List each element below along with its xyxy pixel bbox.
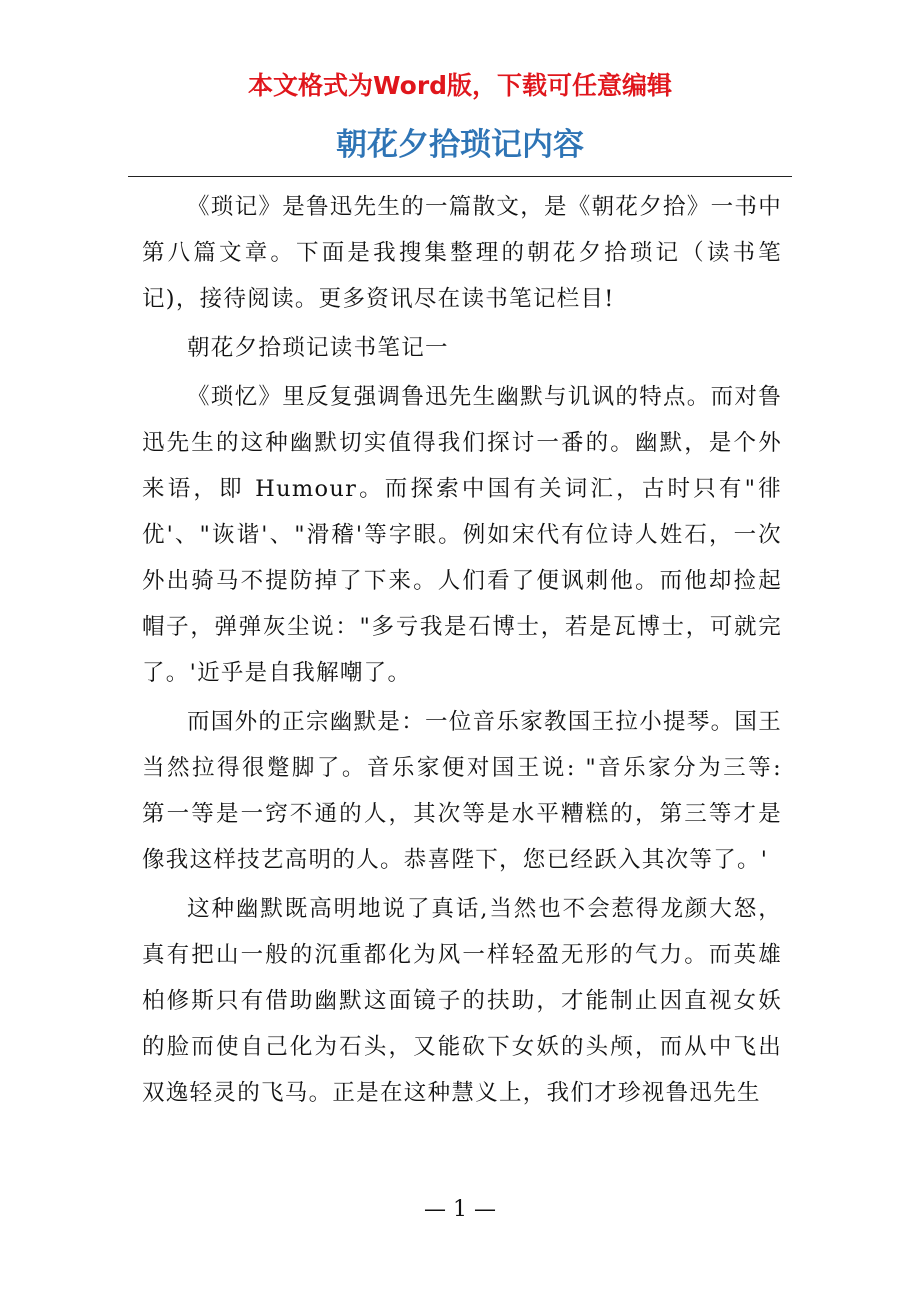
paragraph-intro: 《琐记》是鲁迅先生的一篇散文，是《朝花夕拾》一书中第八篇文章。下面是我搜集整理的朝花夕拾琐记（读书笔记)，接待阅读。更多资讯尽在读书笔记栏目! xyxy=(142,194,783,312)
paragraph: 而国外的正宗幽默是：一位音乐家教国王拉小提琴。国王当然拉得很蹩脚了。音乐家便对国王说: "音乐家分为三等: 第一等是一窍不通的人，其次等是水平糟糕的，第三等才是像我这样技艺高明的人。恭喜陛下，您已经跃入其次等了。' xyxy=(142,709,783,873)
paragraph: 《琐忆》里反复强调鲁迅先生幽默与讥讽的特点。而对鲁迅先生的这种幽默切实值得我们探讨一番的。幽默，是个外来语，即 Humour。而探索中国有关词汇，古时只有"徘优'、"诙谐'、"滑稽'等字眼。例如宋代有位诗人姓石，一次外出骑马不提防掉了下来。人们看了便讽刺他。而他却捡起帽子，弹弹灰尘说："多亏我是石博士，若是瓦博士，可就完了。'近乎是自我解嘲了。 xyxy=(142,384,783,686)
document-title: 朝花夕拾琐记内容 xyxy=(336,127,584,163)
title-divider xyxy=(128,176,792,177)
document-body xyxy=(142,184,782,1119)
page-number: — 1 — xyxy=(424,1197,496,1222)
section-heading: 朝花夕拾琐记读书笔记一 xyxy=(187,335,449,361)
format-notice-banner: 本文格式为Word版，下载可任意编辑 xyxy=(247,71,673,100)
paragraph: 这种幽默既高明地说了真话,当然也不会惹得龙颜大怒，真有把山一般的沉重都化为风一样轻盈无形的气力。而英雄柏修斯只有借助幽默这面镜子的扶助，才能制止因直视女妖的脸而使自己化为石头，又能砍下女妖的头颅，而从中飞出双逸轻灵的飞马。正是在这种慧义上，我们才珍视鲁迅先生 xyxy=(142,896,782,1106)
